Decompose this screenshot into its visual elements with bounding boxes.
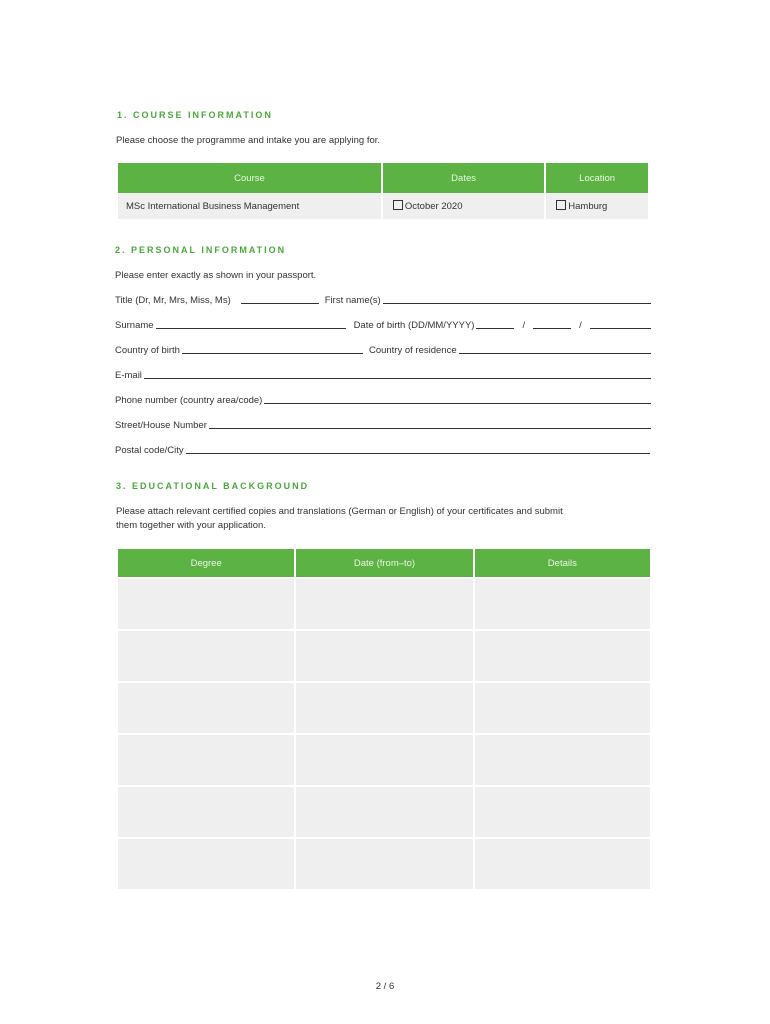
country-residence-label: Country of residence: [368, 345, 457, 356]
dob-label: Date of birth (DD/MM/YYYY): [353, 320, 475, 331]
street-label: Street/House Number: [115, 420, 207, 431]
educational-background-heading: 3. EDUCATIONAL BACKGROUND: [116, 481, 310, 491]
table-row: [118, 631, 650, 681]
date-range-cell[interactable]: [296, 631, 472, 681]
degree-cell[interactable]: [118, 631, 294, 681]
dob-separator: /: [522, 320, 526, 331]
country-row: [115, 342, 651, 356]
date-range-cell[interactable]: [296, 839, 472, 889]
details-cell[interactable]: [475, 839, 650, 889]
education-instruction-line2: them together with your application.: [116, 520, 266, 531]
dob-day-field[interactable]: [476, 328, 514, 329]
course-information-heading: 1. COURSE INFORMATION: [117, 110, 273, 120]
date-range-cell[interactable]: [296, 683, 472, 733]
table-row: [118, 579, 650, 629]
details-cell[interactable]: [475, 683, 650, 733]
degree-header: Degree: [118, 549, 294, 577]
details-cell[interactable]: [475, 735, 650, 785]
phone-label: Phone number (country area/code): [115, 395, 263, 406]
degree-cell[interactable]: [118, 683, 294, 733]
country-residence-field[interactable]: [459, 353, 651, 354]
surname-dob-row: [115, 317, 651, 331]
dob-year-field[interactable]: [590, 328, 651, 329]
dates-header: Dates: [383, 163, 544, 193]
postal-field[interactable]: [186, 453, 650, 454]
phone-field[interactable]: [264, 403, 651, 404]
surname-label: Surname: [115, 320, 154, 331]
date-label: October 2020: [404, 201, 463, 212]
dob-separator: /: [579, 320, 582, 331]
date-range-header: Date (from–to): [296, 549, 472, 577]
table-row: [118, 735, 650, 785]
details-cell[interactable]: [475, 631, 650, 681]
details-cell[interactable]: [475, 787, 650, 837]
course-table: [116, 163, 650, 219]
course-instruction: Please choose the programme and intake you are applying for.: [116, 135, 381, 146]
page-number: 2 / 6: [375, 981, 395, 992]
course-header: Course: [118, 163, 381, 193]
email-row: [115, 367, 651, 381]
surname-field[interactable]: [156, 328, 346, 329]
email-label: E-mail: [115, 370, 142, 381]
first-name-field[interactable]: [383, 303, 651, 304]
personal-instruction: Please enter exactly as shown in your passport.: [115, 270, 317, 281]
date-range-cell[interactable]: [296, 735, 472, 785]
title-field[interactable]: [241, 303, 319, 304]
degree-cell[interactable]: [118, 735, 294, 785]
details-header: Details: [475, 549, 650, 577]
location-option[interactable]: [546, 193, 648, 219]
location-checkbox[interactable]: [556, 200, 566, 210]
postal-label: Postal code/City: [115, 445, 184, 456]
degree-cell[interactable]: [118, 787, 294, 837]
details-cell[interactable]: [475, 579, 650, 629]
email-field[interactable]: [144, 378, 651, 379]
degree-cell[interactable]: [118, 839, 294, 889]
street-field[interactable]: [209, 428, 651, 429]
first-name-label: First name(s): [324, 295, 381, 306]
personal-information-heading: 2. PERSONAL INFORMATION: [115, 245, 287, 255]
date-option[interactable]: [383, 193, 544, 219]
date-checkbox[interactable]: [393, 200, 403, 210]
degree-table: [116, 547, 652, 891]
table-row: [118, 193, 648, 219]
table-row: [118, 683, 650, 733]
education-instruction: [116, 505, 563, 533]
date-range-cell[interactable]: [296, 787, 472, 837]
title-label: Title (Dr, Mr, Mrs, Miss, Ms): [115, 295, 231, 306]
table-row: [118, 787, 650, 837]
course-name: MSc International Business Management: [118, 193, 381, 219]
country-birth-field[interactable]: [182, 353, 363, 354]
country-birth-label: Country of birth: [115, 345, 180, 356]
phone-row: [115, 392, 651, 406]
degree-cell[interactable]: [118, 579, 294, 629]
postal-row: [115, 442, 650, 456]
dob-month-field[interactable]: [533, 328, 571, 329]
street-row: [115, 417, 651, 431]
table-row: [118, 839, 650, 889]
education-instruction-line1: Please attach relevant certified copies and translations (German or English) of your certificates and submit: [116, 506, 563, 517]
title-firstname-row: [115, 292, 651, 306]
location-header: Location: [546, 163, 648, 193]
location-label: Hamburg: [568, 201, 608, 212]
date-range-cell[interactable]: [296, 579, 472, 629]
